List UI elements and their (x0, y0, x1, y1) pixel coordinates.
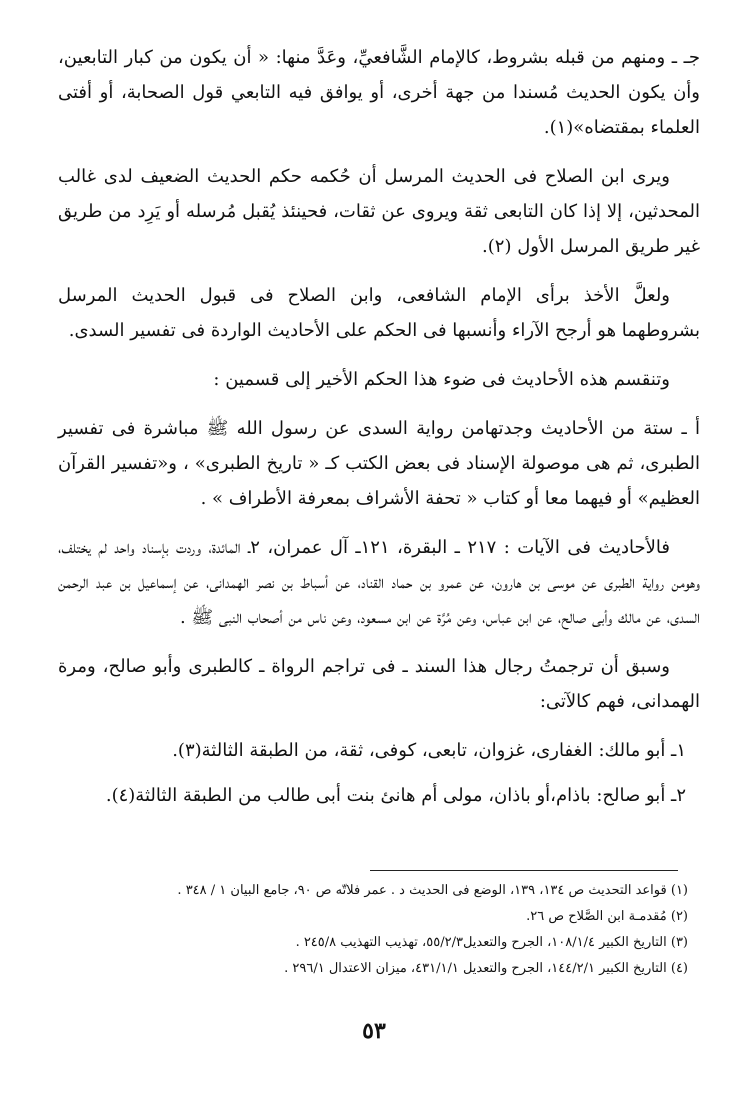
paragraph-ibn-salah-view: ويرى ابن الصلاح فى الحديث المرسل أن حُكمه حكم الحديث الضعيف لدى غالب المحدثين، إلا إذا كان التابعى ثقة ويروى عن ثقات، فحينئذ يُقبل مُرسله أو يَرِد من طريق غير طريق المرسل الأول (٢). (58, 166, 700, 257)
footnote-4: (٤) التاريخ الكبير ١٤٤/٢/١، الجرح والتعديل ٤٣١/١/١، ميزان الاعتدال ٢٩٦/١ . (284, 961, 688, 976)
paragraph-category-a: أ ـ ستة من الأحاديث وجدتهامن رواية السدى عن رسول الله ﷺ مباشرة فى تفسير الطبرى، ثم هى موصولة الإسناد فى بعض الكتب كـ « تاريخ الطبرى» ، و«تفسير القرآن العظيم» أو فيهما معا أو كتاب « تحفة الأشراف بمعرفة الأطراف » . (58, 418, 700, 509)
paragraph-narrators-intro: وسبق أن ترجمتُ رجال هذا السند ـ فى تراجم الرواة ـ كالطبرى وأبو صالح، ومرة الهمدانى، فهم كالآتى: (58, 656, 700, 712)
paragraph-division: وتنقسم هذه الأحاديث فى ضوء هذا الحكم الأخير إلى قسمين : (213, 369, 670, 390)
paragraph-preferred-opinion: ولعلَّ الأخذ برأى الإمام الشافعى، وابن الصلاح فى قبول الحديث المرسل بشروطهما هو أرجح الآراء وأنسبها فى الحكم على الأحاديث الواردة فى تفسير السدى. (58, 285, 700, 341)
footnote-2: (٢) مُقدمـة ابن الصَّلاح ص ٢٦. (526, 909, 688, 924)
paragraph-hadith-chain: فالأحاديث فى الآيات : ٢١٧ ـ البقرة، ١٢١ـ آل عمران، ٢ـ المائدة، وردت بإسناد واحد لم يختلف، وهومن رواية الطبرى عن موسى بن هارون، عن عمرو بن حماد القناد، عن أسباط بن نصر الهمدانى، عن إسماعيل بن عبد الرحمن السدى، عن مالك وأبى صالح، عن ابن عباس، وعن مُرَّة عن ابن مسعود، وعن ناس من أصحاب النبى ﷺ . (58, 537, 700, 628)
footnote-divider (370, 870, 678, 871)
list-item-abu-malik: ١ـ أبو مالك: الغفارى، غزوان، تابعى، كوفى، ثقة، من الطبقة الثالثة(٣). (172, 740, 686, 761)
footnotes (58, 878, 688, 982)
main-text (58, 40, 700, 823)
page-number: ٥٣ (362, 1018, 386, 1044)
footnote-1: (١) قواعد التحديث ص ١٣٤، ١٣٩، الوضع فى الحديث د . عمر فلاتّه ص ٩٠، جامع البيان ١ / ٣٤٨ . (177, 883, 688, 898)
footnote-3: (٣) التاريخ الكبير ١٠٨/١/٤، الجرح والتعديل٥٥/٢/٣، تهذيب التهذيب ٢٤٥/٨ . (295, 935, 688, 950)
list-item-abu-salih: ٢ـ أبو صالح: باذام،أو باذان، مولى أم هانئ بنت أبى طالب من الطبقة الثالثة(٤). (105, 785, 686, 806)
paragraph-conditions: جـ ـ ومنهم من قبله بشروط، كالإمام الشَّافعيِّ، وعَدَّ منها: « أن يكون من كبار التابعين، وأن يكون الحديث مُسندا من جهة أخرى، أو يوافق فيه التابعي قول الصحابة، أو أفتى العلماء بمقتضاه»(١). (58, 47, 700, 138)
